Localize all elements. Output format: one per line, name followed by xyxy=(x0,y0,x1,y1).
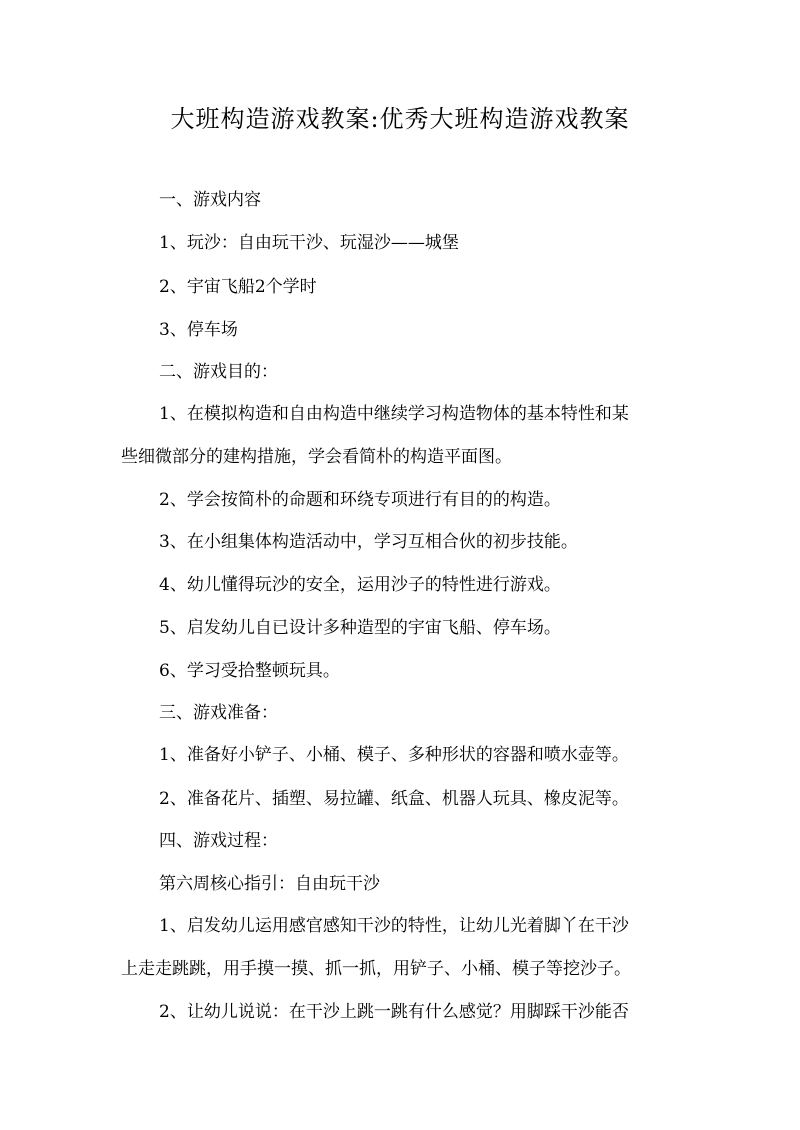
section-heading-goals: 二、游戏目的： xyxy=(159,362,278,382)
paragraph-line: 2、准备花片、插塑、易拉罐、纸盒、机器人玩具、橡皮泥等。 xyxy=(159,789,629,809)
paragraph-line: 6、学习受拾整顿玩具。 xyxy=(159,661,340,681)
paragraph-line: 第六周核心指引：自由玩干沙 xyxy=(159,874,380,894)
paragraph-line: 1、准备好小铲子、小桶、模子、多种形状的容器和喷水壶等。 xyxy=(159,745,629,765)
paragraph-line: 2、宇宙飞船2个学时 xyxy=(159,277,317,297)
section-heading-content: 一、游戏内容 xyxy=(159,190,261,210)
paragraph-line: 5、启发幼儿自已设计多种造型的宇宙飞船、停车场。 xyxy=(159,618,561,638)
paragraph-line: 4、幼儿懂得玩沙的安全，运用沙子的特性进行游戏。 xyxy=(159,575,561,595)
paragraph-line: 些细微部分的建构措施，学会看简朴的构造平面图。 xyxy=(121,447,512,467)
paragraph-line: 上走走跳跳，用手摸一摸、抓一抓，用铲子、小桶、模子等挖沙子。 xyxy=(121,959,631,979)
paragraph-line: 3、在小组集体构造活动中，学习互相合伙的初步技能。 xyxy=(159,532,578,552)
document-title: 大班构造游戏教案:优秀大班构造游戏教案 xyxy=(170,105,630,133)
section-heading-preparation: 三、游戏准备： xyxy=(159,703,278,723)
section-heading-process: 四、游戏过程： xyxy=(159,831,278,851)
paragraph-line: 2、让幼儿说说：在干沙上跳一跳有什么感觉？用脚踩干沙能否 xyxy=(159,1002,629,1022)
paragraph-line: 1、玩沙：自由玩干沙、玩湿沙——城堡 xyxy=(159,233,459,253)
paragraph-line: 3、停车场 xyxy=(159,320,238,340)
paragraph-line: 1、在模拟构造和自由构造中继续学习构造物体的基本特性和某 xyxy=(159,404,629,424)
paragraph-line: 2、学会按简朴的命题和环绕专项进行有目的的构造。 xyxy=(159,490,561,510)
paragraph-line: 1、启发幼儿运用感官感知干沙的特性，让幼儿光着脚丫在干沙 xyxy=(159,916,629,936)
